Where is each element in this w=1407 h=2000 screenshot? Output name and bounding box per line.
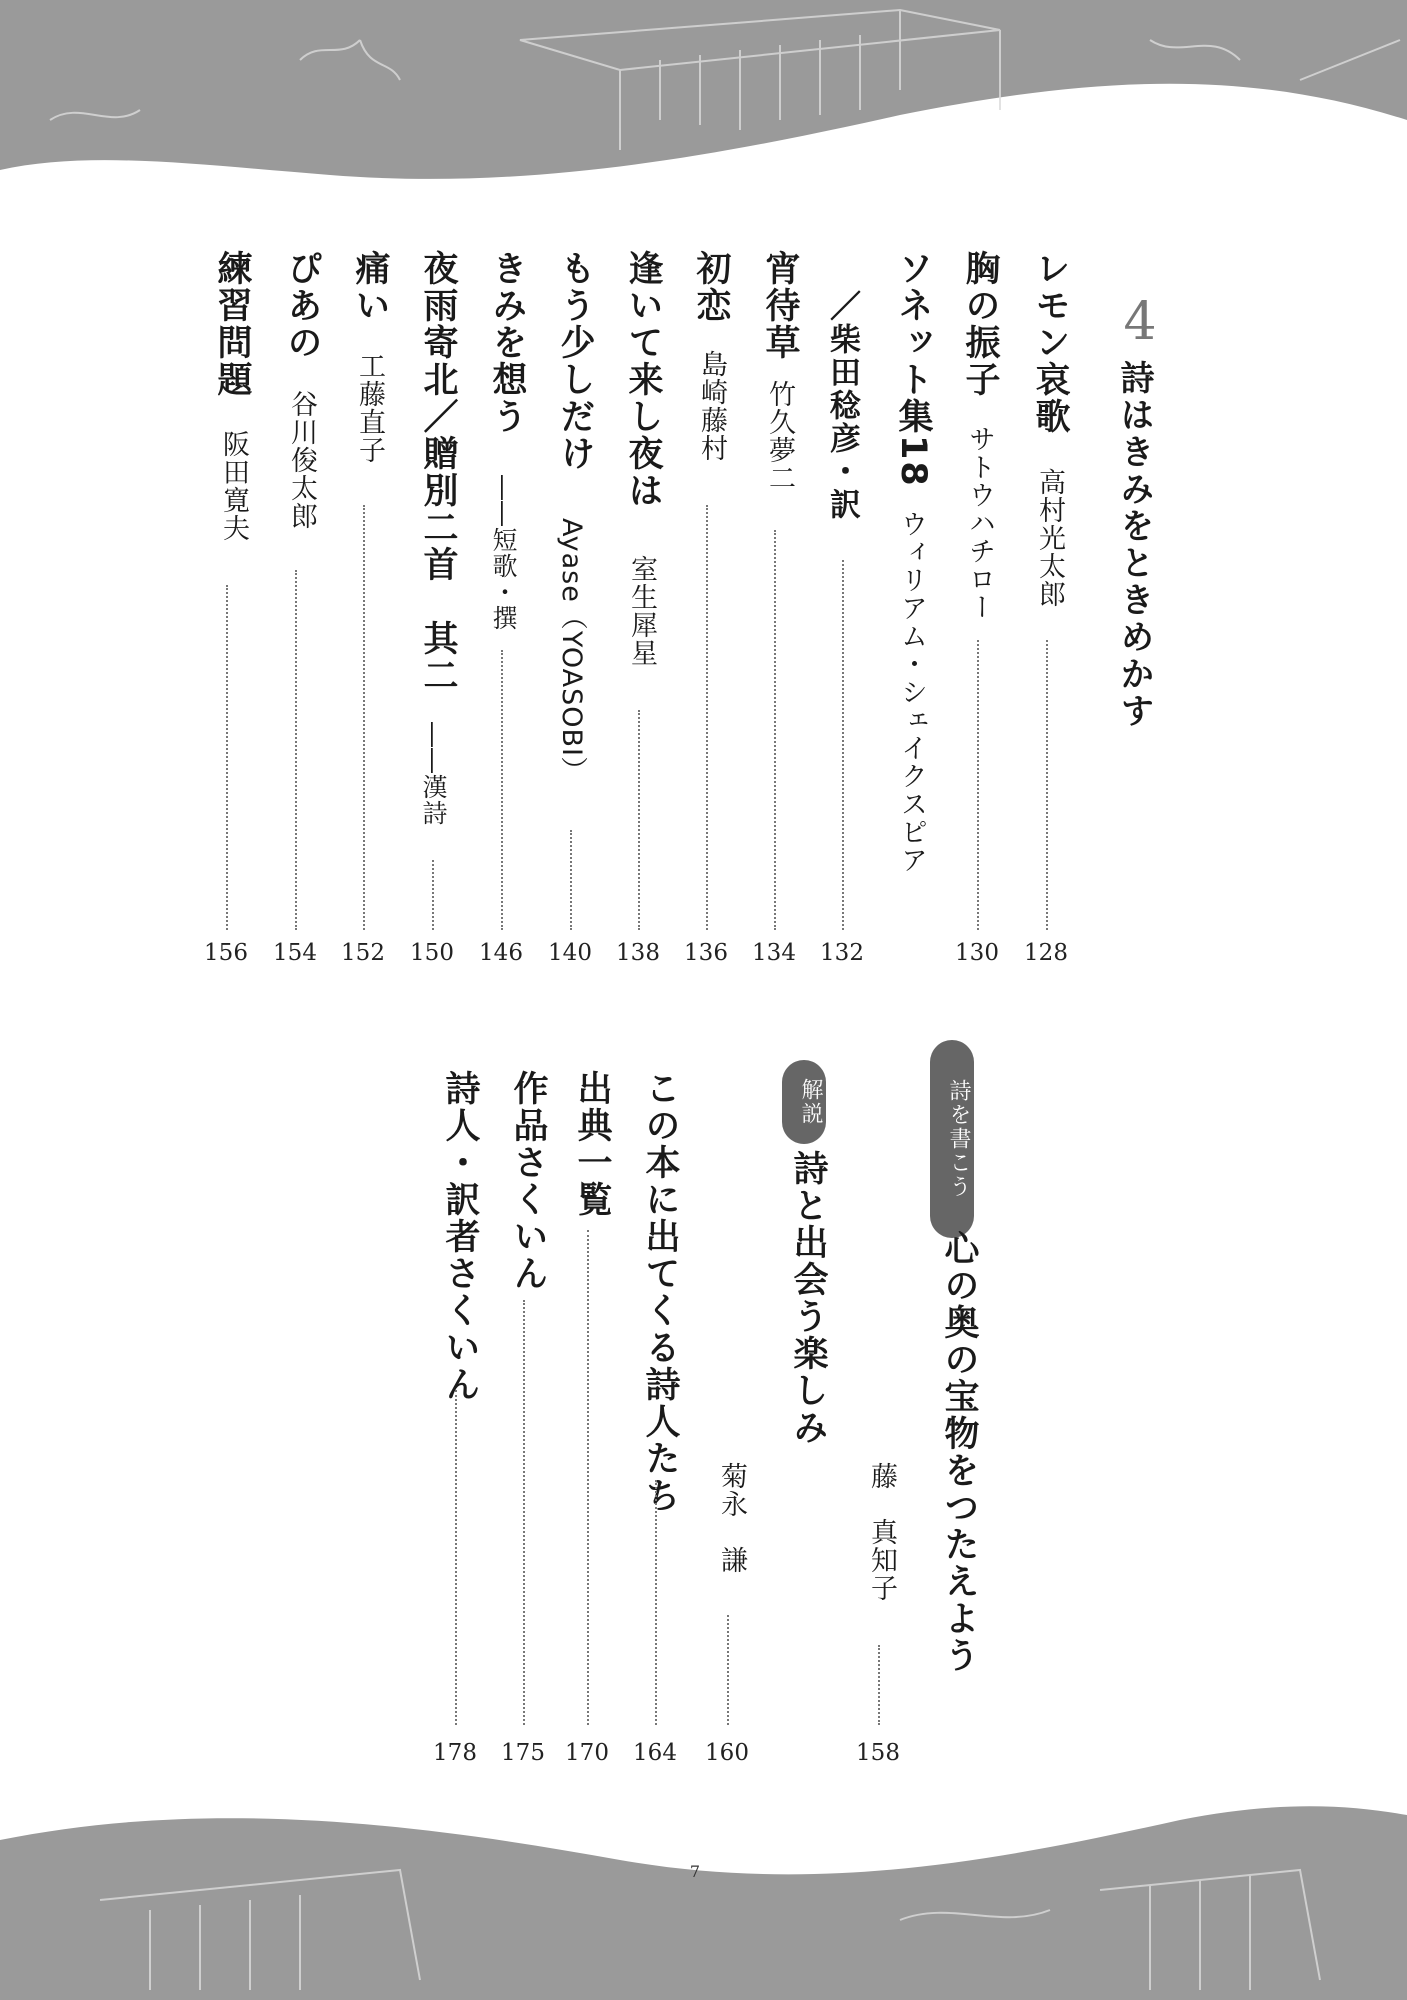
toc-entry-author: 高村光太郎 <box>1034 468 1065 608</box>
leader-dots <box>455 1390 457 1725</box>
leader-dots <box>432 860 434 930</box>
leader-dots <box>655 1480 657 1725</box>
toc-entry-title[interactable]: 初恋 <box>691 250 731 324</box>
top-decorative-band <box>0 0 1407 240</box>
section-badge: 詩を書こう <box>930 1040 974 1238</box>
special-entry-author: 菊永 謙 <box>716 1462 747 1574</box>
toc-entry-title[interactable]: 宵待草 <box>760 250 800 361</box>
toc-entry-title[interactable]: ／柴田稔彦・訳 <box>824 290 860 521</box>
sketch-illustration-bottom <box>0 1780 1407 2000</box>
page-number: 128 <box>1024 940 1068 966</box>
leader-dots <box>501 650 503 930</box>
leader-dots <box>363 505 365 930</box>
page-number: 158 <box>856 1740 900 1766</box>
section-badge: 解説 <box>782 1060 826 1144</box>
page-number: 170 <box>565 1740 609 1766</box>
toc-entry-author: 竹久夢二 <box>764 380 795 492</box>
chapter-number: 4 <box>1123 292 1157 352</box>
page-number: 132 <box>820 940 864 966</box>
page-number: 156 <box>204 940 248 966</box>
sketch-illustration-top <box>0 0 1407 240</box>
page-number: 152 <box>341 940 385 966</box>
toc-entry-author: 工藤直子 <box>354 352 385 464</box>
leader-dots <box>1046 640 1048 930</box>
page-number: 130 <box>955 940 999 966</box>
leader-dots <box>587 1230 589 1725</box>
page-number: 134 <box>752 940 796 966</box>
toc-entry-author: サトウハチロー <box>964 425 995 621</box>
toc-entry-author: 阪田寛夫 <box>218 430 249 542</box>
toc-entry-title[interactable]: 胸の振子 <box>960 250 1000 398</box>
leader-dots <box>842 560 844 930</box>
page-number: 138 <box>616 940 660 966</box>
toc-entry-title[interactable]: もう少しだけ <box>555 250 595 472</box>
leader-dots <box>523 1300 525 1725</box>
appendix-entry-title[interactable]: 作品さくいん <box>508 1070 548 1292</box>
toc-entry-title[interactable]: 痛い <box>350 250 390 324</box>
leader-dots <box>295 570 297 930</box>
toc-entry-author: 谷川俊太郎 <box>286 390 317 530</box>
page-number: 136 <box>684 940 728 966</box>
leader-dots <box>878 1645 880 1725</box>
page-folio: 7 <box>689 1862 701 1881</box>
toc-entry-title[interactable]: きみを想う <box>487 250 527 435</box>
bottom-decorative-band <box>0 1780 1407 2000</box>
special-entry-title[interactable]: 詩と出会う楽しみ <box>788 1150 828 1446</box>
appendix-entry-title[interactable]: この本に出てくる詩人たち <box>640 1070 680 1514</box>
toc-entry-title[interactable]: ソネット集18 <box>893 250 933 488</box>
special-entry-author: 藤 真知子 <box>866 1462 897 1602</box>
page-number: 150 <box>410 940 454 966</box>
page-number: 160 <box>705 1740 749 1766</box>
page-number: 175 <box>501 1740 545 1766</box>
special-entry-title[interactable]: 心の奥の宝物をつたえよう <box>939 1230 979 1674</box>
toc-entry-author: ――短歌・撰 <box>489 475 518 631</box>
leader-dots <box>977 640 979 930</box>
page-number: 178 <box>433 1740 477 1766</box>
toc-entry-author: ウィリアム・シェイクスピア <box>896 510 927 874</box>
page-number: 146 <box>479 940 523 966</box>
toc-entry-author: 島崎藤村 <box>696 350 727 462</box>
toc-entry-title[interactable]: 夜雨寄北／贈別二首 其二 <box>418 250 458 694</box>
appendix-entry-title[interactable]: 出典一覧 <box>572 1070 612 1218</box>
leader-dots <box>226 585 228 930</box>
leader-dots <box>706 505 708 930</box>
leader-dots <box>727 1615 729 1725</box>
leader-dots <box>774 530 776 930</box>
toc-entry-author: Ayase（YOASOBI） <box>556 518 587 785</box>
page-number: 140 <box>548 940 592 966</box>
toc-entry-title[interactable]: 逢いて来し夜は <box>623 250 663 509</box>
toc-entry-title[interactable]: 練習問題 <box>212 250 252 398</box>
leader-dots <box>638 710 640 930</box>
chapter-title: 詩はきみをときめかす <box>1114 360 1154 730</box>
toc-entry-title[interactable]: レモン哀歌 <box>1030 250 1070 435</box>
page-number: 164 <box>633 1740 677 1766</box>
toc-entry-author: 室生犀星 <box>626 555 657 667</box>
toc-entry-author: ――漢詩 <box>419 722 448 826</box>
page-number: 154 <box>273 940 317 966</box>
appendix-entry-title[interactable]: 詩人・訳者さくいん <box>440 1070 480 1403</box>
leader-dots <box>570 830 572 930</box>
toc-entry-title[interactable]: ぴあの <box>282 250 322 361</box>
